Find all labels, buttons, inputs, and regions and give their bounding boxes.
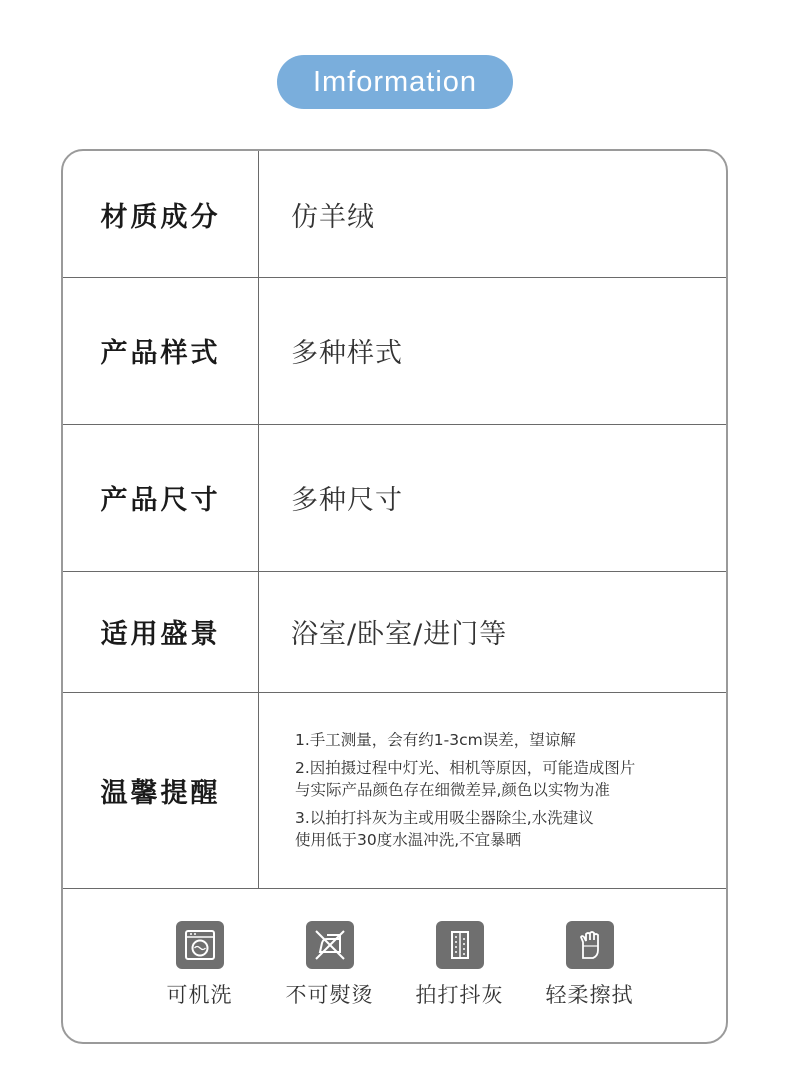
washing-machine-icon (176, 921, 224, 969)
note-item (295, 807, 594, 851)
table-row (63, 692, 726, 889)
row-label: 适用盛景 (63, 571, 259, 692)
care-instructions (63, 888, 726, 1044)
care-item (269, 888, 391, 1044)
no-iron-icon (306, 921, 354, 969)
note-line: 使用低于30度水温冲洗,不宜暴晒 (295, 831, 522, 849)
note-line: 3.以拍打抖灰为主或用吸尘器除尘,水洗建议 (295, 809, 594, 827)
note-line: 与实际产品颜色存在细微差异,颜色以实物为准 (295, 781, 610, 799)
row-label: 产品样式 (63, 277, 259, 424)
table-row (63, 571, 726, 693)
row-value: 多种尺寸 (291, 485, 403, 516)
note-item (295, 729, 576, 751)
row-value: 多种样式 (291, 338, 403, 369)
page-title: Imformation (277, 55, 513, 109)
care-item (139, 888, 261, 1044)
care-label: 轻柔擦拭 (545, 983, 634, 1007)
care-item (529, 888, 651, 1044)
row-value: 浴室/卧室/进门等 (291, 619, 508, 650)
care-item (399, 888, 521, 1044)
care-label: 不可熨烫 (285, 983, 374, 1007)
care-label: 可机洗 (166, 983, 233, 1007)
note-line: 1.手工测量，会有约1-3cm误差，望谅解 (295, 731, 576, 749)
gentle-wipe-icon (566, 921, 614, 969)
table-row (63, 151, 726, 278)
row-label: 温馨提醒 (63, 692, 259, 888)
beat-dust-icon (436, 921, 484, 969)
table-row (63, 424, 726, 572)
info-table (61, 149, 728, 1044)
care-label: 拍打抖灰 (415, 983, 504, 1007)
table-row (63, 277, 726, 425)
note-item (295, 757, 635, 801)
note-line: 2.因拍摄过程中灯光、相机等原因，可能造成图片 (295, 759, 636, 777)
notes-block (259, 692, 726, 888)
row-label: 材质成分 (63, 151, 259, 277)
row-label: 产品尺寸 (63, 424, 259, 571)
row-value: 仿羊绒 (291, 201, 375, 233)
